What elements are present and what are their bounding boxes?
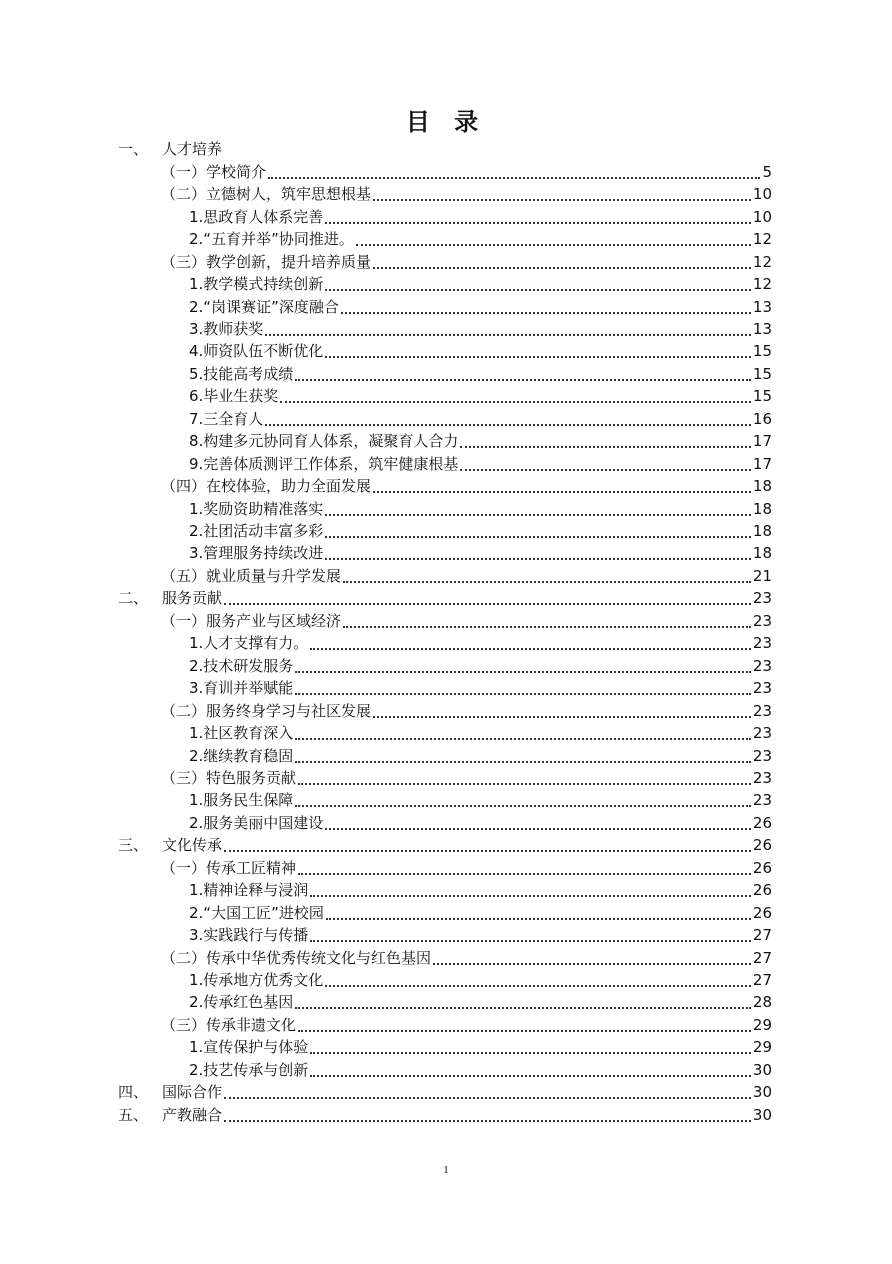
toc-entry-text: 产教融合 xyxy=(162,1105,223,1124)
toc-entry-page: 27 xyxy=(752,971,772,990)
toc-entry-page: 23 xyxy=(752,724,772,743)
toc-leader-dots xyxy=(224,849,751,852)
toc-entry-page: 12 xyxy=(752,275,772,294)
toc-entry[interactable] xyxy=(161,855,772,877)
toc-entry-text: 3.育训并举赋能 xyxy=(189,679,294,698)
toc-leader-dots xyxy=(298,782,751,785)
toc-entry-page: 15 xyxy=(752,387,772,406)
toc-entry[interactable] xyxy=(189,294,772,316)
toc-entry-label xyxy=(161,566,341,586)
toc-entry-label xyxy=(189,1037,308,1057)
toc-entry-text: 3.教师获奖 xyxy=(189,319,264,338)
toc-entry-label xyxy=(189,813,323,833)
toc-entry[interactable] xyxy=(118,137,772,159)
toc-entry-label xyxy=(189,297,339,317)
toc-entry-label xyxy=(189,521,323,541)
toc-leader-dots xyxy=(310,894,751,897)
toc-entry-text: （二）传承中华优秀传统文化与红色基因 xyxy=(161,948,432,967)
toc-leader-dots xyxy=(341,311,751,314)
toc-entry-label xyxy=(189,880,308,900)
toc-entry-text: 2.传承红色基因 xyxy=(189,993,294,1012)
toc-leader-dots xyxy=(295,737,751,740)
toc-entry-label xyxy=(161,858,296,878)
toc-leader-dots xyxy=(373,715,751,718)
toc-leader-dots xyxy=(265,423,751,426)
toc-entry-label xyxy=(161,162,266,182)
toc-entry-label xyxy=(189,1060,308,1080)
toc-entry-page: 29 xyxy=(752,1015,772,1034)
toc-leader-dots xyxy=(460,445,751,448)
toc-leader-dots xyxy=(325,984,751,987)
toc-leader-dots xyxy=(373,490,751,493)
toc-entry-page: 23 xyxy=(752,656,772,675)
toc-entry-label xyxy=(189,454,458,474)
toc-leader-dots xyxy=(325,355,751,358)
toc-entry-text: 9.完善体质测评工作体系，筑牢健康根基 xyxy=(189,454,459,473)
toc-entry-label xyxy=(189,992,293,1012)
toc-entry-page: 17 xyxy=(752,432,772,451)
toc-entry-text: 文化传承 xyxy=(162,836,223,855)
toc-entry-page: 18 xyxy=(752,544,772,563)
toc-entry[interactable] xyxy=(189,451,772,473)
toc-entry[interactable] xyxy=(189,900,772,922)
toc-entry-page: 26 xyxy=(752,903,772,922)
toc-entry[interactable] xyxy=(189,653,772,675)
toc-leader-dots xyxy=(265,333,751,336)
toc-leader-dots xyxy=(356,243,751,246)
toc-entry-text: （一）传承工匠精神 xyxy=(161,858,297,877)
toc-entry-page: 30 xyxy=(752,1083,772,1102)
toc-entry-text: 2.继续教育稳固 xyxy=(189,746,294,765)
toc-entry-page: 10 xyxy=(752,207,772,226)
toc-leader-dots xyxy=(433,962,751,965)
toc-entry-label xyxy=(189,274,323,294)
toc-entry-label xyxy=(161,948,431,968)
toc-entry-text: （三）传承非遗文化 xyxy=(161,1015,297,1034)
toc-entry-text: 6.毕业生获奖 xyxy=(189,387,279,406)
toc-entry-label xyxy=(189,229,354,249)
toc-entry[interactable] xyxy=(189,721,772,743)
toc-leader-dots xyxy=(373,198,751,201)
toc-entry-page: 23 xyxy=(752,791,772,810)
toc-entry-text: 2.社团活动丰富多彩 xyxy=(189,522,324,541)
toc-entry-text: 1.精神诠释与浸润 xyxy=(189,881,309,900)
toc-leader-dots xyxy=(224,602,751,605)
toc-entry[interactable] xyxy=(189,272,772,294)
toc-entry-number: 三、 xyxy=(118,836,149,855)
toc-entry-label xyxy=(189,678,293,698)
toc-entry[interactable] xyxy=(161,474,772,496)
toc-entry[interactable] xyxy=(118,1102,772,1124)
toc-entry[interactable] xyxy=(161,766,772,788)
toc-entry-label xyxy=(189,409,263,429)
toc-entry-label xyxy=(118,835,222,855)
toc-entry[interactable] xyxy=(189,1057,772,1079)
toc-entry-text: 8.构建多元协同育人体系，凝聚育人合力 xyxy=(189,432,459,451)
toc-leader-dots xyxy=(298,872,751,875)
toc-leader-dots xyxy=(325,827,751,830)
toc-entry-page: 23 xyxy=(752,701,772,720)
toc-entry[interactable] xyxy=(189,631,772,653)
toc-leader-dots xyxy=(295,1006,751,1009)
toc-entry[interactable] xyxy=(189,204,772,226)
toc-entry-text: 4.师资队伍不断优化 xyxy=(189,342,324,361)
toc-entry-page: 12 xyxy=(752,230,772,249)
toc-entry-page: 27 xyxy=(752,926,772,945)
toc-entry-label xyxy=(118,139,222,159)
page-number: 1 xyxy=(443,1164,449,1176)
toc-entry-label xyxy=(161,184,371,204)
toc-leader-dots xyxy=(268,176,760,179)
toc-entry-label xyxy=(189,543,323,563)
toc-leader-dots xyxy=(295,804,751,807)
toc-entry[interactable] xyxy=(189,406,772,428)
toc-entry-page: 23 xyxy=(752,746,772,765)
toc-entry-label xyxy=(118,1082,222,1102)
toc-entry[interactable] xyxy=(189,496,772,518)
toc-entry-page: 13 xyxy=(752,297,772,316)
toc-entry-page: 30 xyxy=(752,1060,772,1079)
toc-entry-page: 23 xyxy=(752,611,772,630)
toc-entry-text: 2.“岗课赛证”深度融合 xyxy=(189,297,339,316)
toc-entry[interactable] xyxy=(118,1080,772,1102)
toc-entry[interactable] xyxy=(189,743,772,765)
toc-leader-dots xyxy=(295,692,751,695)
toc-entry-page: 15 xyxy=(752,364,772,383)
toc-entry-label xyxy=(189,207,323,227)
toc-entry-text: 2.技艺传承与创新 xyxy=(189,1060,309,1079)
toc-entry-page: 30 xyxy=(752,1105,772,1124)
toc-leader-dots xyxy=(295,670,751,673)
toc-entry-page: 26 xyxy=(752,836,772,855)
toc-entry[interactable] xyxy=(189,811,772,833)
toc-entry-page: 10 xyxy=(752,185,772,204)
toc-entry-text: 1.传承地方优秀文化 xyxy=(189,971,324,990)
toc-entry[interactable] xyxy=(189,362,772,384)
toc-entry-text: 1.人才支撑有力。 xyxy=(189,634,309,653)
toc-entry[interactable] xyxy=(189,968,772,990)
toc-title: 目 录 xyxy=(405,108,487,136)
toc-entry[interactable] xyxy=(189,923,772,945)
toc-leader-dots xyxy=(280,400,751,403)
toc-entry[interactable] xyxy=(161,1013,772,1035)
toc-entry-text: 2.服务美丽中国建设 xyxy=(189,813,324,832)
toc-leader-dots xyxy=(325,535,751,538)
toc-entry-text: 2.“大国工匠”进校园 xyxy=(189,903,324,922)
toc-entry-label xyxy=(161,611,341,631)
toc-entry-page: 27 xyxy=(752,948,772,967)
toc-entry-page: 16 xyxy=(752,409,772,428)
toc-entry[interactable] xyxy=(189,384,772,406)
toc-entry-text: 3.管理服务持续改进 xyxy=(189,544,324,563)
toc-entry[interactable] xyxy=(189,990,772,1012)
toc-entry-text: （三）特色服务贡献 xyxy=(161,768,297,787)
toc-entry[interactable] xyxy=(189,1035,772,1057)
toc-leader-dots xyxy=(298,1029,751,1032)
toc-entry-label xyxy=(189,656,293,676)
toc-entry-page: 23 xyxy=(752,768,772,787)
toc-entry-page: 21 xyxy=(752,566,772,585)
toc-entry[interactable] xyxy=(189,788,772,810)
toc-entry-label xyxy=(161,701,371,721)
toc-leader-dots xyxy=(310,1074,751,1077)
toc-entry-text: （二）服务终身学习与社区发展 xyxy=(161,701,372,720)
toc-leader-dots xyxy=(224,1119,751,1122)
toc-entry-text: （一）服务产业与区域经济 xyxy=(161,611,342,630)
toc-entry-page: 5 xyxy=(762,162,772,181)
toc-entry-label xyxy=(118,588,222,608)
toc-entry-label xyxy=(189,319,263,339)
toc-entry-page: 29 xyxy=(752,1038,772,1057)
toc-entry-label xyxy=(189,364,293,384)
toc-leader-dots xyxy=(310,647,751,650)
toc-entry-text: （五）就业质量与升学发展 xyxy=(161,566,342,585)
toc-entry-page: 28 xyxy=(752,993,772,1012)
toc-leader-dots xyxy=(325,221,751,224)
toc-entry-text: 5.技能高考成绩 xyxy=(189,364,294,383)
toc-entry[interactable] xyxy=(189,676,772,698)
toc-leader-dots xyxy=(295,760,751,763)
toc-entry-label xyxy=(189,746,293,766)
toc-entry[interactable] xyxy=(161,608,772,630)
toc-leader-dots xyxy=(325,513,751,516)
toc-leader-dots xyxy=(325,557,751,560)
toc-entry-page: 26 xyxy=(752,813,772,832)
toc-entry-label xyxy=(161,768,296,788)
toc-entry[interactable] xyxy=(118,833,772,855)
toc-entry-text: 1.社区教育深入 xyxy=(189,724,294,743)
toc-leader-dots xyxy=(343,580,751,583)
toc-entry-text: 2.技术研发服务 xyxy=(189,656,294,675)
toc-leader-dots xyxy=(373,266,751,269)
toc-leader-dots xyxy=(325,288,751,291)
toc-entry[interactable] xyxy=(161,182,772,204)
toc-entry-text: 3.实践践行与传播 xyxy=(189,926,309,945)
toc-entry-text: 国际合作 xyxy=(162,1083,223,1102)
toc-entry[interactable] xyxy=(189,339,772,361)
toc-entry-text: 1.教学模式持续创新 xyxy=(189,275,324,294)
toc-entry-label xyxy=(118,1105,222,1125)
toc-entry-number: 一、 xyxy=(118,140,149,159)
toc-entry-text: 人才培养 xyxy=(162,140,223,159)
toc-entry-label xyxy=(189,633,308,653)
toc-entry-page: 23 xyxy=(752,634,772,653)
toc-entry-label xyxy=(189,341,323,361)
toc-leader-dots xyxy=(326,917,751,920)
toc-entry[interactable] xyxy=(189,541,772,563)
toc-entry-page: 15 xyxy=(752,342,772,361)
toc-entry-text: 7.三全育人 xyxy=(189,409,264,428)
toc-entry[interactable] xyxy=(189,519,772,541)
toc-entry-label xyxy=(189,499,323,519)
toc-entry-text: （三）教学创新，提升培养质量 xyxy=(161,252,372,271)
toc-entry-label xyxy=(189,903,324,923)
toc-entry-page: 13 xyxy=(752,319,772,338)
toc-entry-page: 18 xyxy=(752,522,772,541)
toc-leader-dots xyxy=(224,1096,751,1099)
toc-entry-text: （一）学校简介 xyxy=(161,162,267,181)
toc-entry-page: 17 xyxy=(752,454,772,473)
toc-entry-label xyxy=(189,925,308,945)
toc-leader-dots xyxy=(310,1051,751,1054)
toc-entry-label xyxy=(161,476,371,496)
toc-entry[interactable] xyxy=(161,698,772,720)
toc-entry-label xyxy=(161,252,371,272)
toc-leader-dots xyxy=(295,378,751,381)
toc-entry-text: （四）在校体验，助力全面发展 xyxy=(161,477,372,496)
toc-leader-dots xyxy=(460,468,751,471)
toc-entry-text: （二）立德树人，筑牢思想根基 xyxy=(161,185,372,204)
toc-entry[interactable] xyxy=(189,317,772,339)
toc-entry[interactable] xyxy=(161,564,772,586)
toc-entry-page: 23 xyxy=(752,589,772,608)
toc-entry-text: 服务贡献 xyxy=(162,589,223,608)
toc-entry-number: 五、 xyxy=(118,1105,149,1124)
toc-leader-dots xyxy=(343,625,751,628)
toc-leader-dots xyxy=(310,939,751,942)
toc-entry-number: 二、 xyxy=(118,589,149,608)
toc-entry-page: 12 xyxy=(752,252,772,271)
toc-entry[interactable] xyxy=(189,227,772,249)
toc-entry-label xyxy=(189,970,323,990)
toc-entry[interactable] xyxy=(189,878,772,900)
toc-entry-text: 2.“五育并举”协同推进。 xyxy=(189,230,354,249)
toc-entry[interactable] xyxy=(118,586,772,608)
toc-entry-text: 1.宣传保护与体验 xyxy=(189,1038,309,1057)
toc-entry-page: 18 xyxy=(752,477,772,496)
toc-entry-page: 26 xyxy=(752,881,772,900)
toc-entry[interactable] xyxy=(161,249,772,271)
toc-entry-label xyxy=(189,386,278,406)
toc-entry-label xyxy=(161,1015,296,1035)
toc-entry-label xyxy=(189,723,293,743)
toc-entry[interactable] xyxy=(161,945,772,967)
toc-entry-label xyxy=(189,790,293,810)
toc-entry-page: 23 xyxy=(752,679,772,698)
toc-entry-label xyxy=(189,431,458,451)
toc-entry-text: 1.奖励资助精准落实 xyxy=(189,499,324,518)
toc-entry-page: 26 xyxy=(752,858,772,877)
toc-entry-text: 1.思政育人体系完善 xyxy=(189,207,324,226)
toc-entry-page: 18 xyxy=(752,499,772,518)
toc-entry[interactable] xyxy=(189,429,772,451)
toc-entry-text: 1.服务民生保障 xyxy=(189,791,294,810)
toc-entry[interactable] xyxy=(161,159,772,181)
toc-entry-number: 四、 xyxy=(118,1083,149,1102)
